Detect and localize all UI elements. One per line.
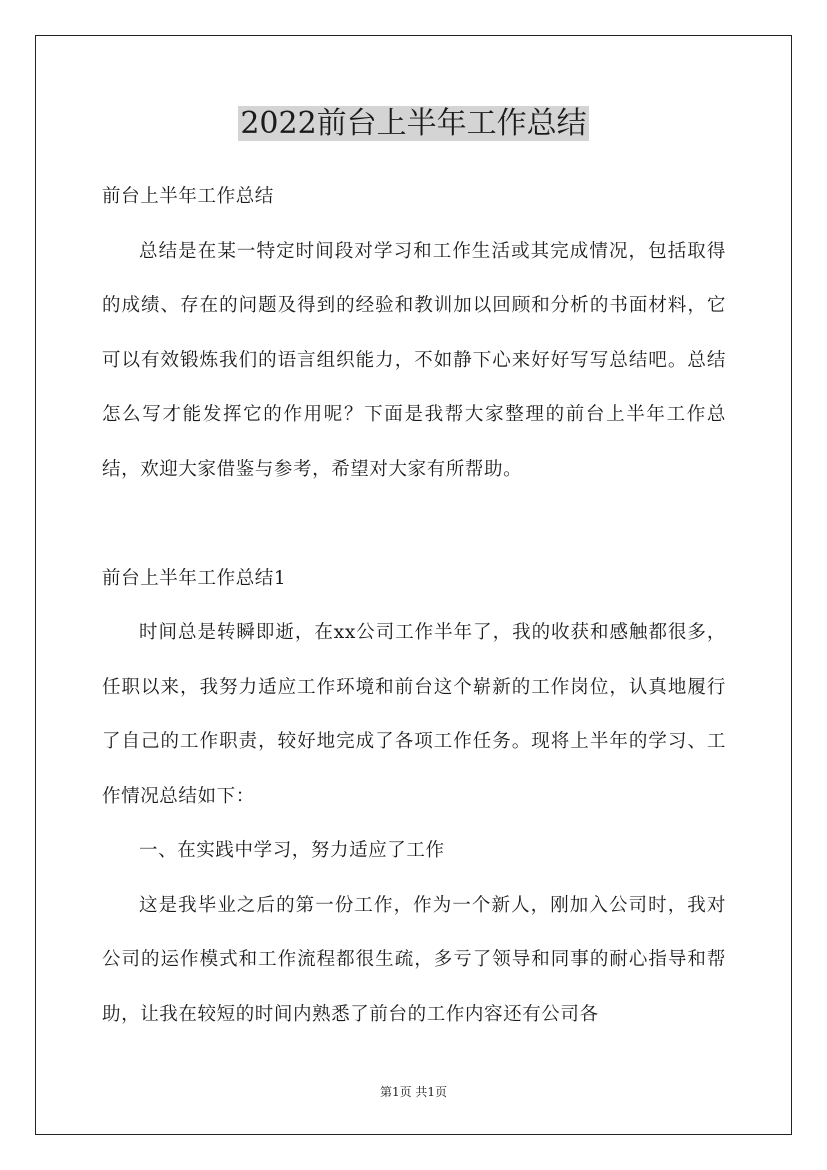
section-heading: 前台上半年工作总结1: [102, 567, 287, 589]
document-body: [102, 170, 726, 1042]
subheading: 一、在实践中学习，努力适应了工作: [139, 840, 445, 861]
body-paragraph: 时间总是转瞬即逝，在xx公司工作半年了，我的收获和感触都很多，任职以来，我努力适应工作环境和前台这个崭新的工作岗位，认真地履行了自己的工作职责，较好地完成了各项工作任务。现将上半年的学习、工作情况总结如下：: [102, 622, 726, 807]
intro-paragraph: 总结是在某一特定时间段对学习和工作生活或其完成情况，包括取得的成绩、存在的问题及得到的经验和教训加以回顾和分析的书面材料，它可以有效锻炼我们的语言组织能力，不如静下心来好好写写总结吧。总结怎么写才能发挥它的作用呢？下面是我帮大家整理的前台上半年工作总结，欢迎大家借鉴与参考，希望对大家有所帮助。: [102, 240, 726, 480]
document-title: [0, 104, 827, 144]
section-heading: 前台上半年工作总结: [102, 186, 274, 207]
page-footer: 第1页 共1页: [379, 1085, 448, 1099]
body-paragraph: 这是我毕业之后的第一份工作，作为一个新人，刚加入公司时，我对公司的运作模式和工作流程都很生疏，多亏了领导和同事的耐心指导和帮助，让我在较短的时间内熟悉了前台的工作内容还有公司各: [102, 894, 726, 1025]
document-title-text: 2022前台上半年工作总结: [240, 106, 587, 141]
